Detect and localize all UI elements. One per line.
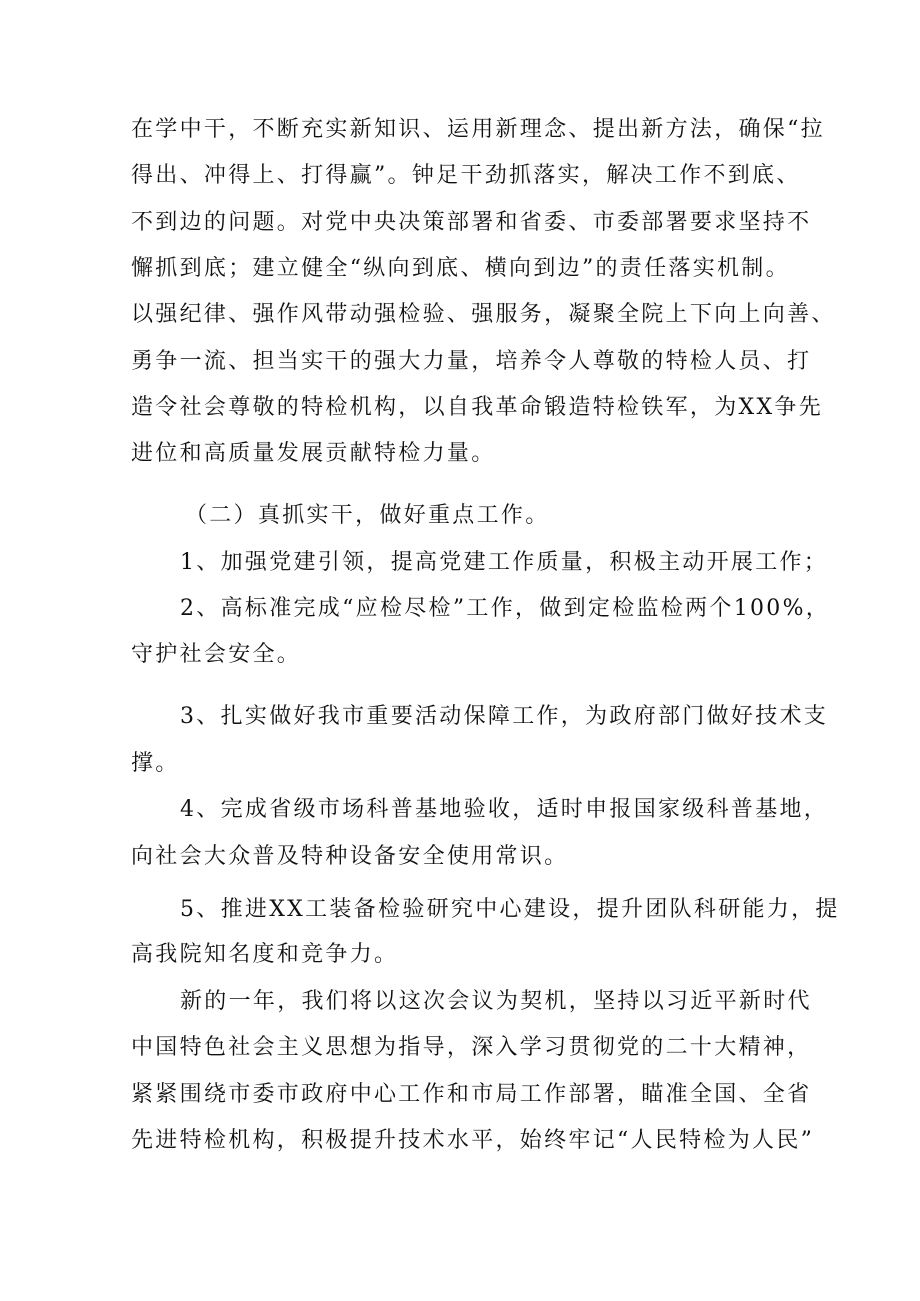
paragraph-line: 懈抓到底；建立健全“纵向到底、横向到边”的责任落实机制。 (131, 256, 790, 281)
paragraph-line: 造令社会尊敬的特检机构，以自我革命锻造特检铁军，为XX争先 (131, 395, 824, 420)
list-item: 5、推进XX工装备检验研究中心建设，提升团队科研能力，提 (180, 897, 840, 922)
paragraph-line: 先进特检机构，积极提升技术水平，始终牢记“人民特检为人民” (131, 1128, 815, 1153)
list-item: 2、高标准完成“应检尽检”工作，做到定检监检两个100%， (180, 596, 831, 621)
paragraph-line: 不到边的问题。对党中央决策部署和省委、市委部署要求坚持不 (131, 210, 812, 235)
list-item-continuation: 撑。 (131, 751, 180, 776)
list-item-continuation: 高我院知名度和竞争力。 (131, 942, 399, 967)
paragraph-line: 新的一年，我们将以这次会议为契机，坚持以习近平新时代 (180, 989, 812, 1014)
paragraph-line: 中国特色社会主义思想为指导，深入学习贯彻党的二十大精神， (131, 1035, 812, 1060)
list-item-continuation: 向社会大众普及特种设备安全使用常识。 (131, 844, 569, 869)
list-item: 4、完成省级市场科普基地验收，适时申报国家级科普基地， (180, 797, 829, 822)
paragraph-line: 进位和高质量发展贡献特检力量。 (131, 441, 496, 466)
paragraph-line: 得出、冲得上、打得赢”。钟足干劲抓落实，解决工作不到底、 (131, 163, 801, 188)
list-item: 1、加强党建引领，提高党建工作质量，积极主动开展工作； (180, 550, 829, 575)
list-item: 3、扎实做好我市重要活动保障工作，为政府部门做好技术支 (180, 704, 829, 729)
paragraph-line: 紧紧围绕市委市政府中心工作和市局工作部署，瞄准全国、全省 (131, 1082, 812, 1107)
paragraph-line: 在学中干，不断充实新知识、运用新理念、提出新方法，确保“拉 (131, 117, 825, 142)
list-item-continuation: 守护社会安全。 (131, 642, 302, 667)
section-heading: （二）真抓实干，做好重点工作。 (185, 503, 550, 528)
paragraph-line: 以强纪律、强作风带动强检验、强服务，凝聚全院上下向上向善、 (131, 302, 836, 327)
paragraph-line: 勇争一流、担当实干的强大力量，培养令人尊敬的特检人员、打 (131, 349, 812, 374)
